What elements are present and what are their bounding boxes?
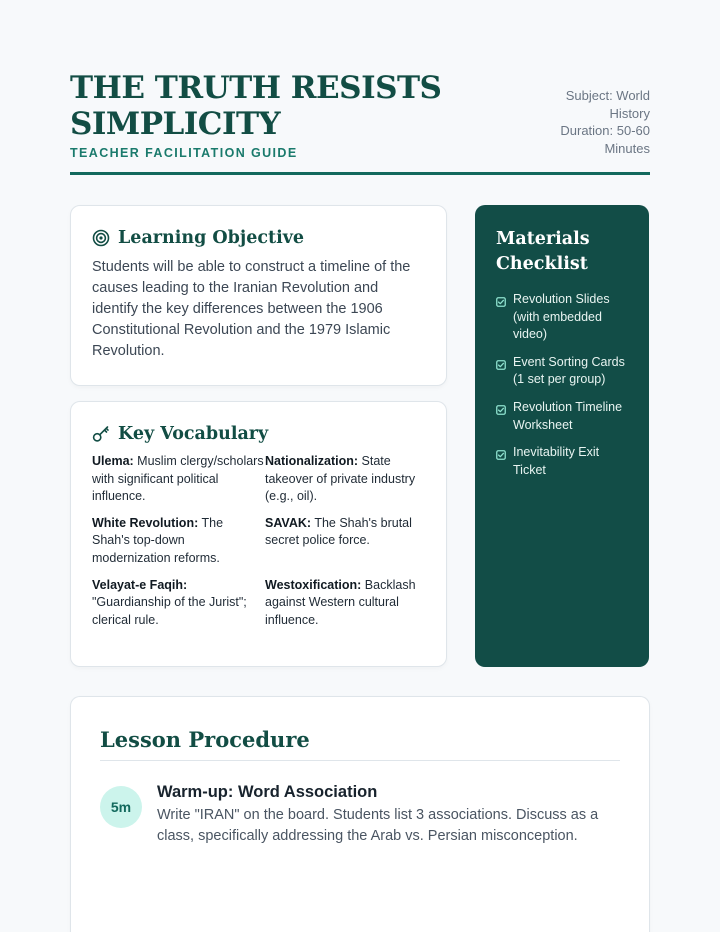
material-item: Inevitability Exit Ticket — [496, 444, 628, 479]
vocab-item-ulema: Ulema: Muslim clergy/scholars with significant political influence. — [92, 454, 264, 504]
material-item: Revolution Timeline Worksheet — [496, 399, 628, 434]
vocabulary-title: Key Vocabulary — [118, 424, 269, 444]
objective-title: Learning Objective — [118, 228, 305, 248]
procedure-step — [100, 783, 620, 847]
lesson-procedure-card — [70, 696, 650, 932]
page-header — [70, 70, 650, 160]
objective-text: Students will be able to construct a timeline of the causes leading to the Iranian Revolution and identify the key differences between the 1906 Constitutional Revolution and the 1979 Islamic Revolution. — [92, 259, 411, 359]
vocab-item-white-revolution: White Revolution: The Shah's top-down modernization reforms. — [92, 515, 224, 565]
key-vocabulary-card — [70, 401, 447, 667]
duration-label: Duration: 50-60 Minutes — [560, 123, 650, 156]
checkbox-icon — [496, 295, 506, 305]
page-title: THE TRUTH RESISTS SIMPLICITY — [70, 70, 442, 142]
vocab-item-nationalization: Nationalization: State takeover of private industry (e.g., oil). — [265, 454, 416, 504]
material-item: Event Sorting Cards (1 set per group) — [496, 354, 628, 389]
material-item: Revolution Slides (with embedded video) — [496, 291, 628, 344]
vocab-item-savak: SAVAK: The Shah's brutal secret police force. — [265, 515, 412, 548]
checkbox-icon — [496, 358, 506, 368]
materials-checklist-panel — [475, 205, 649, 667]
step-body — [157, 783, 620, 847]
vocabulary-list — [92, 453, 425, 629]
step-description: Write "IRAN" on the board. Students list 3 associations. Discuss as a class, specifically addressing the Arab vs. Persian misconception. — [157, 807, 599, 844]
vocab-item-westoxification: Westoxification: Backlash against Western cultural influence. — [265, 577, 416, 627]
checkbox-icon — [496, 403, 506, 413]
learning-objective-card — [70, 205, 447, 386]
step-time-badge: 5m — [100, 786, 142, 828]
materials-title: Materials Checklist — [496, 229, 590, 274]
procedure-title: Lesson Procedure — [100, 727, 620, 761]
lesson-meta — [530, 87, 650, 157]
checkbox-icon — [496, 448, 506, 458]
step-title: Warm-up: Word Association — [157, 783, 378, 801]
target-icon — [92, 229, 110, 247]
subject-label: Subject: World History — [565, 88, 650, 121]
header-divider — [70, 172, 650, 175]
vocab-item-velayat-e-faqih: Velayat-e Faqih: "Guardianship of the Jurist"; clerical rule. — [92, 577, 247, 627]
materials-list — [496, 291, 628, 479]
key-icon — [92, 425, 110, 443]
page-subtitle: TEACHER FACILITATION GUIDE — [70, 146, 298, 160]
